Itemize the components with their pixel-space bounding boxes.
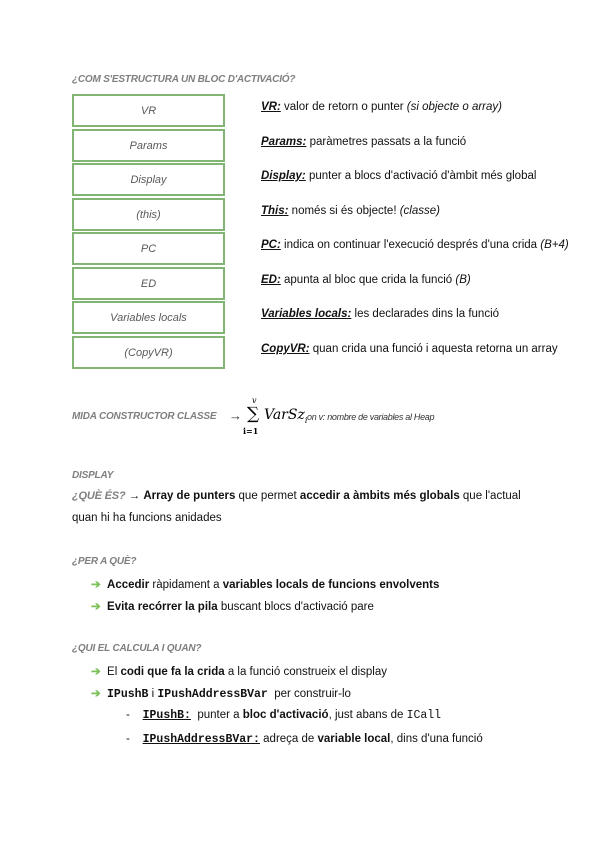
desc-vr <box>261 101 502 113</box>
display-definition <box>72 490 521 502</box>
item-text: buscant blocs d'activació pare <box>217 601 374 613</box>
arrow-bullet-icon: ➔ <box>91 601 101 613</box>
item-bold: Evita recórrer la pila <box>107 601 218 613</box>
list-item <box>91 664 387 678</box>
item-text: i <box>148 688 158 700</box>
display-question: ¿QUÈ ÉS? <box>72 490 126 502</box>
list-item <box>91 686 351 701</box>
desc-label: ED: <box>261 274 281 286</box>
sum-term <box>264 407 307 425</box>
dash: - <box>126 733 130 745</box>
sub-bold: variable local <box>317 733 391 745</box>
display-arrow: → <box>128 490 141 502</box>
sum-lower: i=1 <box>243 426 259 436</box>
desc-text: valor de retorn o punter <box>280 101 407 113</box>
desc-note: (classe) <box>399 205 440 217</box>
mida-note: on v: nombre de variables al Heap <box>307 412 435 422</box>
desc-ed <box>261 274 471 286</box>
item-text-2: per construir-lo <box>267 688 351 700</box>
desc-label: VR: <box>261 101 281 113</box>
display-text-2: que l'actual <box>459 490 521 502</box>
display-definition-line2: quan hi ha funcions anidades <box>72 512 222 524</box>
desc-text: només si és objecte! <box>288 205 400 217</box>
table-cell-copyvr: (CopyVR) <box>72 336 225 369</box>
desc-label: Variables locals: <box>261 308 352 320</box>
item-text-2: a la funció construeix el display <box>224 666 387 678</box>
mida-label <box>72 411 216 422</box>
desc-this <box>261 205 440 217</box>
mida-arrow: → <box>229 408 242 423</box>
section-heading-structure: ¿COM S'ESTRUCTURA UN BLOC D'ACTIVACIÓ? <box>72 74 296 85</box>
desc-text: paràmetres passats a la funció <box>306 136 467 148</box>
table-cell-params: Params <box>72 129 225 162</box>
table-cell-display: Display <box>72 163 225 196</box>
code-label: IPushAddressBVar: <box>142 733 260 746</box>
desc-variables-locals <box>261 308 499 320</box>
item-text: ràpidament a <box>149 579 223 591</box>
item-text: El <box>107 666 121 678</box>
arrow-bullet-icon: ➔ <box>91 688 101 700</box>
desc-note: (B+4) <box>540 239 569 251</box>
table-cell-ed: ED <box>72 267 225 300</box>
display-bold-1: Array de punters <box>143 490 236 502</box>
desc-display <box>261 170 536 182</box>
sub-text: adreça de <box>259 733 318 745</box>
sum-subscript: i <box>304 415 308 425</box>
sub-bold: bloc d'activació <box>242 709 329 721</box>
sum-symbol: ∑ <box>247 404 260 424</box>
sub-list-item <box>126 709 441 722</box>
list-item <box>91 599 374 613</box>
sub-text-2: , dins d'una funció <box>390 733 483 745</box>
table-cell-this: (this) <box>72 198 225 231</box>
code-ipushaddressbvar: IPushAddressBVar <box>157 688 268 701</box>
sum-term-text: VarSz <box>264 407 305 423</box>
sum-upper: v <box>252 396 257 405</box>
section-heading-display: DISPLAY <box>72 470 114 481</box>
desc-note: (si objecte o array) <box>406 101 502 113</box>
desc-note: (B) <box>455 274 471 286</box>
desc-text: les declarades dins la funció <box>351 308 500 320</box>
list-item <box>91 577 439 591</box>
section-heading-per-que: ¿PER A QUÈ? <box>72 556 137 567</box>
sub-text-2: , just abans de <box>328 709 407 721</box>
table-cell-variables-locals: Variables locals <box>72 301 225 334</box>
desc-text: indica on continuar l'execució després d'una crida <box>280 239 541 251</box>
arrow-bullet-icon: ➔ <box>91 666 101 678</box>
desc-label: This: <box>261 205 289 217</box>
desc-text: punter a blocs d'activació d'àmbit més global <box>305 170 537 182</box>
sub-text: punter a <box>190 709 243 721</box>
item-bold-2: variables locals de funcions envolvents <box>222 579 440 591</box>
desc-params <box>261 136 466 148</box>
code-label: IPushB: <box>142 709 191 722</box>
desc-label: Params: <box>261 136 307 148</box>
mida-label-text: MIDA CONSTRUCTOR CLASSE <box>72 411 217 422</box>
code-ipushb: IPushB <box>107 688 149 701</box>
desc-label: PC: <box>261 239 281 251</box>
desc-label: CopyVR: <box>261 343 310 355</box>
display-text-1: que permet <box>235 490 300 502</box>
desc-pc <box>261 239 569 251</box>
sub-list-item <box>126 733 483 746</box>
item-bold: Accedir <box>107 579 150 591</box>
arrow-bullet-icon: ➔ <box>91 579 101 591</box>
desc-copyvr <box>261 343 558 355</box>
table-cell-pc: PC <box>72 232 225 265</box>
item-bold: codi que fa la crida <box>120 666 225 678</box>
display-bold-2: accedir a àmbits més globals <box>299 490 460 502</box>
code-icall: ICall <box>406 709 442 722</box>
desc-text: quan crida una funció i aquesta retorna un array <box>309 343 558 355</box>
table-cell-vr: VR <box>72 94 225 127</box>
section-heading-qui: ¿QUI EL CALCULA I QUAN? <box>72 643 202 654</box>
dash: - <box>126 709 130 721</box>
desc-label: Display: <box>261 170 306 182</box>
desc-text: apunta al bloc que crida la funció <box>280 274 456 286</box>
